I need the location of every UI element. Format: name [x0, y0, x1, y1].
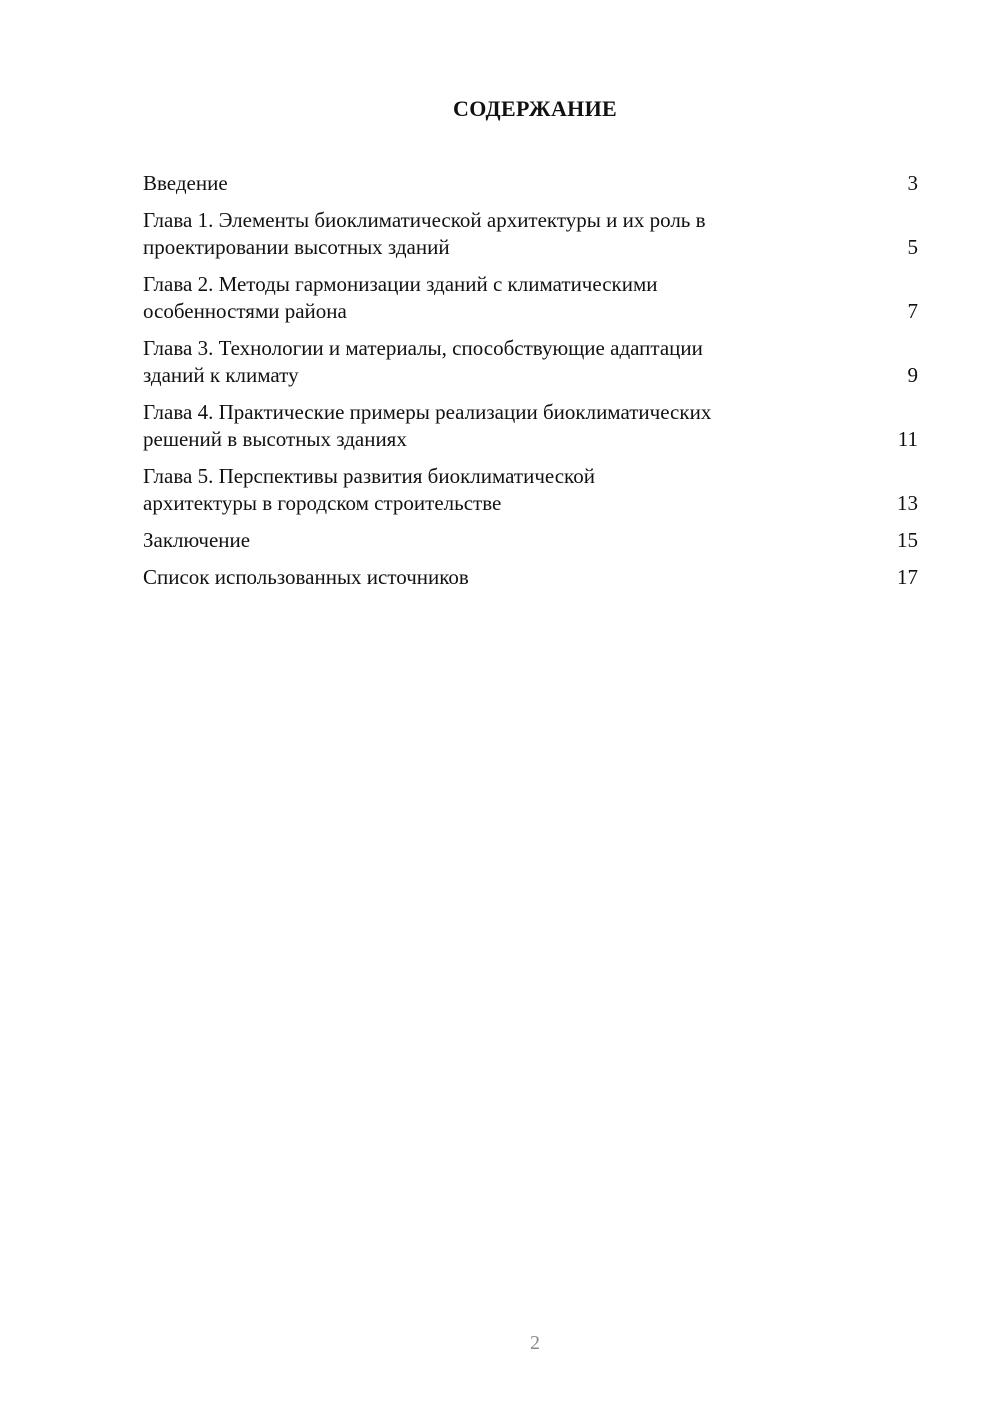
table-of-contents — [143, 170, 918, 601]
toc-entry-page: 13 — [897, 491, 918, 515]
toc-entry-references — [143, 564, 918, 591]
page-title: СОДЕРЖАНИЕ — [453, 96, 617, 121]
toc-entry-page: 7 — [907, 299, 918, 323]
toc-entry-title — [143, 399, 873, 453]
toc-entry-title-line: зданий к климату — [143, 363, 299, 387]
toc-entry-title-line: Глава 1. Элементы биоклиматической архитектуры и их роль в — [143, 208, 706, 232]
toc-entry-title-line: архитектуры в городском строительстве — [143, 491, 502, 515]
toc-entry-title — [143, 335, 873, 389]
toc-entry-title-line: Список использованных источников — [143, 565, 469, 589]
toc-entry-page: 17 — [897, 565, 918, 589]
toc-entry-title — [143, 463, 873, 517]
toc-entry-title — [143, 170, 888, 197]
toc-entry-title-line: Заключение — [143, 528, 251, 552]
toc-entry-conclusion — [143, 527, 918, 554]
toc-entry-title-line: решений в высотных зданиях — [143, 427, 407, 451]
toc-entry-title-line: проектировании высотных зданий — [143, 235, 450, 259]
toc-entry-page: 11 — [897, 427, 918, 451]
toc-entry-title-line: Глава 5. Перспективы развития биоклиматической — [143, 464, 595, 488]
toc-entry-introduction — [143, 170, 918, 197]
toc-entry-title — [143, 527, 888, 554]
toc-entry-page: 3 — [907, 171, 918, 195]
page-number: 2 — [530, 1332, 540, 1354]
toc-entry-title — [143, 564, 888, 591]
toc-entry-title — [143, 207, 873, 261]
toc-entry-chapter-4 — [143, 399, 918, 453]
toc-entry-chapter-2 — [143, 271, 918, 325]
toc-entry-chapter-3 — [143, 335, 918, 389]
toc-entry-title-line: Глава 4. Практические примеры реализации биоклиматических — [143, 400, 712, 424]
toc-entry-title-line: Глава 2. Методы гармонизации зданий с климатическими — [143, 272, 658, 296]
toc-entry-page: 9 — [907, 363, 918, 387]
toc-entry-page: 5 — [907, 235, 918, 259]
toc-entry-title-line: Глава 3. Технологии и материалы, способствующие адаптации — [143, 336, 703, 360]
toc-entry-title-line: особенностями района — [143, 299, 347, 323]
toc-entry-title-line: Введение — [143, 171, 228, 195]
toc-entry-page: 15 — [897, 528, 918, 552]
toc-entry-chapter-1 — [143, 207, 918, 261]
toc-entry-title — [143, 271, 873, 325]
toc-entry-chapter-5 — [143, 463, 918, 517]
